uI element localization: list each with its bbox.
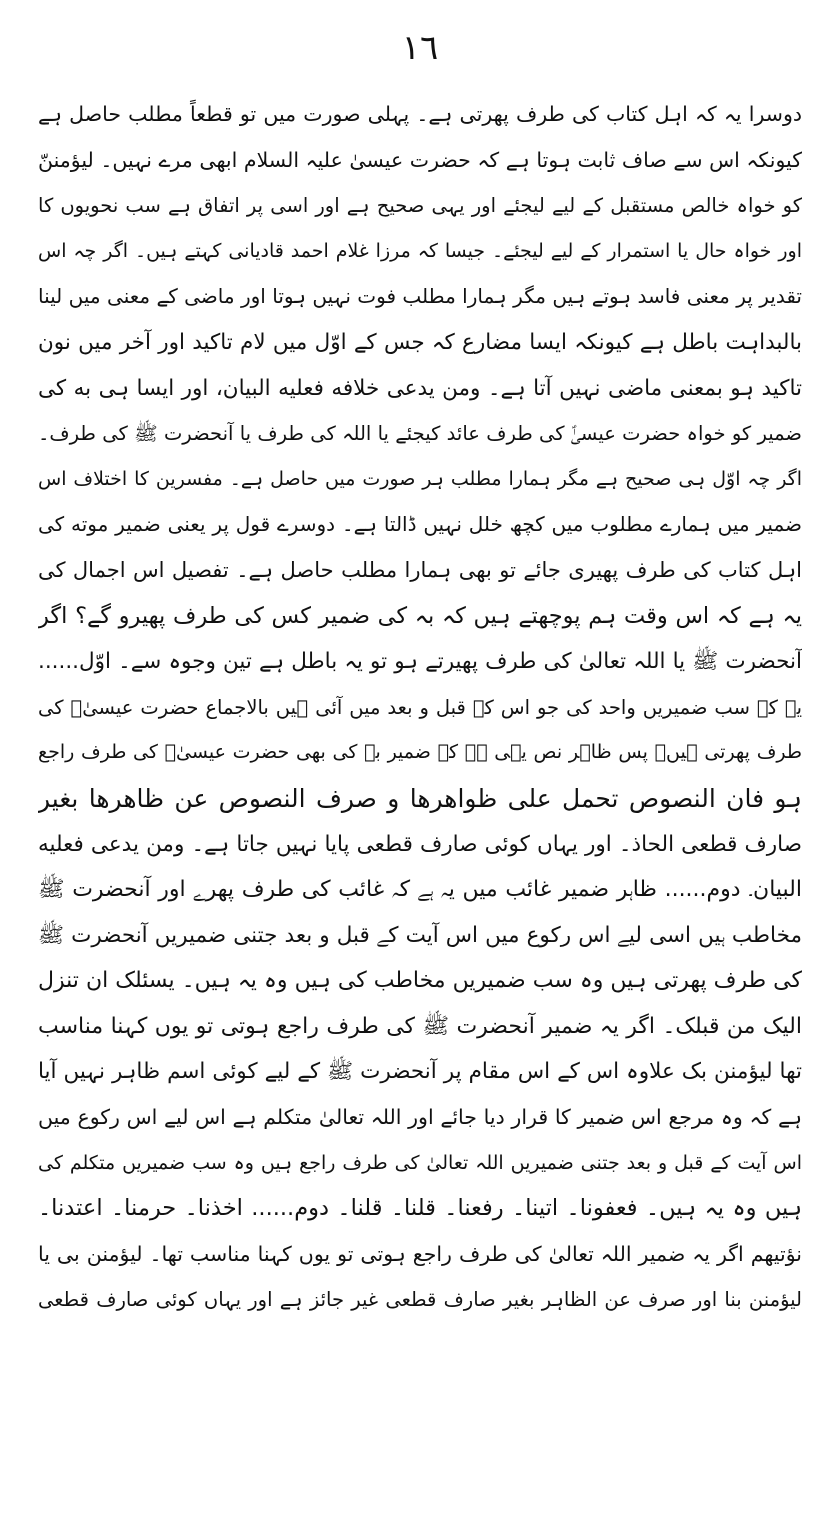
text-line: آنحضرت ﷺ یا اللہ تعالیٰ کی طرف پھیرتے ہو تو یہ باطل ہے تین وجوہ سے۔ اوّل...... — [38, 649, 802, 675]
text-line: نؤتیهم اگر یہ ضمیر اللہ تعالیٰ کی طرف راجع ہوتی تو یوں کہنا مناسب تھا۔ لیؤمنن بی یا — [38, 1241, 802, 1266]
text-line: ہے کہ وہ مرجع اس ضمیر کا قرار دیا جائے اور اللہ تعالیٰ متکلم ہے اس لیے اس رکوع میں — [38, 1105, 802, 1130]
text-line: ہو فان النصوص تحمل علی ظواهرها و صرف النصوص عن ظاهرها بغیر — [38, 783, 802, 813]
text-line: الیک من قبلک۔ اگر یہ ضمیر آنحضرت ﷺ کی طرف راجع ہوتی تو یوں کہنا مناسب — [38, 1013, 802, 1039]
text-line: ضمیر میں ہمارے مطلوب میں کچھ خلل نہیں ڈالتا ہے۔ دوسرے قول پر یعنی ضمیر موته کی — [38, 512, 802, 537]
text-line: لیؤمنن بنا اور صرف عن الظاہر بغیر صارف قطعی غیر جائز ہے اور یہاں کوئی صارف قطعی — [38, 1288, 802, 1312]
text-line: یہ ہے کہ اس وقت ہم پوچھتے ہیں کہ بہ کی ضمیر کس کی طرف پھیرو گے؟ اگر — [38, 602, 802, 629]
text-line: کو خواہ خالص مستقبل کے لیے لیجئے اور یہی صحیح ہے اور اسی پر اتفاق ہے سب نحویوں کا — [38, 194, 802, 218]
text-line: ہیں وہ یہ ہیں۔ فعفونا۔ اتینا۔ رفعنا۔ قلنا۔ قلنا۔ دوم...... اخذنا۔ حرمنا۔ اعتدنا۔ — [38, 1195, 802, 1222]
text-line: اور خواہ حال یا استمرار کے لیے لیجئے۔ جیسا کہ مرزا غلام احمد قادیانی کہتے ہیں۔ اگر چہ اس — [38, 239, 802, 262]
text-line: مخاطب ہیں اسی لیے اس رکوع میں اس آیت کے قبل و بعد جتنی ضمیریں آنحضرت ﷺ — [38, 922, 802, 948]
text-line: اس آیت کے قبل و بعد جتنی ضمیریں اللہ تعالیٰ کی طرف راجع ہیں وہ سب ضمیریں متکلم کی — [38, 1151, 802, 1174]
text-line: اہل کتاب کی طرف پھیری جائے تو بھی ہمارا مطلب حاصل ہے۔ تفصیل اس اجمال کی — [38, 557, 802, 582]
text-line: تقدیر پر معنی فاسد ہوتے ہیں مگر ہمارا مطلب فوت نہیں ہوتا اور ماضی کے معنی میں لینا — [38, 284, 802, 309]
text-line: تھا لیؤمنن بک علاوہ اس کے اس مقام پر آنحضرت ﷺ کے لیے کوئی اسم ظاہر نہیں آیا — [38, 1059, 802, 1085]
text-line: اگر چہ اوّل ہی صحیح ہے مگر ہمارا مطلب ہر صورت میں حاصل ہے۔ مفسرین کا اختلاف اس — [38, 467, 802, 490]
text-line: کی طرف پھرتی ہیں وہ سب ضمیریں مخاطب کی ہیں وہ یہ ہیں۔ یسئلک ان تنزل — [38, 968, 802, 994]
text-line: یہ کہ سب ضمیریں واحد کی جو اس کے قبل و بعد میں آئی ہیں بالاجماع حضرت عیسیٰؑ کی — [38, 695, 802, 719]
page-number: ١٦ — [401, 28, 439, 68]
text-line: طرف پھرتی ہیں۔ پس ظاہر نص یہی ہے کہ ضمیر بہ کی بھی حضرت عیسیٰؑ کی طرف راجع — [38, 741, 802, 764]
text-line: کیونکہ اس سے صاف ثابت ہوتا ہے کہ حضرت عیسیٰ علیہ السلام ابھی مرے نہیں۔ لیؤمننّ — [38, 147, 802, 172]
text-line: تاکید ہو بمعنی ماضی نہیں آتا ہے۔ ومن یدعی خلافه فعلیه البیان، اور ایسا ہی ﺑﻪ کی — [38, 375, 802, 401]
text-line: صارف قطعی الحاذ۔ اور یہاں کوئی صارف قطعی پایا نہیں جاتا ہے۔ ومن یدعی فعلیه — [38, 831, 802, 857]
text-line: دوسرا یہ کہ اہل کتاب کی طرف پھرتی ہے۔ پہلی صورت میں تو قطعاً مطلب حاصل ہے — [38, 102, 802, 126]
body-text — [38, 92, 802, 1323]
text-line: بالبداہت باطل ہے کیونکہ ایسا مضارع کہ جس کے اوّل میں لام تاکید اور آخر میں نون — [38, 329, 802, 355]
text-line: البیان۔ دوم...... ظاہر ضمیر غائب میں یہ ہے کہ غائب کی طرف پھرے اور آنحضرت ﷺ — [38, 877, 802, 903]
text-line: ضمیر کو خواہ حضرت عیسیٰؑ کی طرف عائد کیجئے یا اللہ کی طرف یا آنحضرت ﷺ کی طرف۔ — [38, 422, 802, 446]
